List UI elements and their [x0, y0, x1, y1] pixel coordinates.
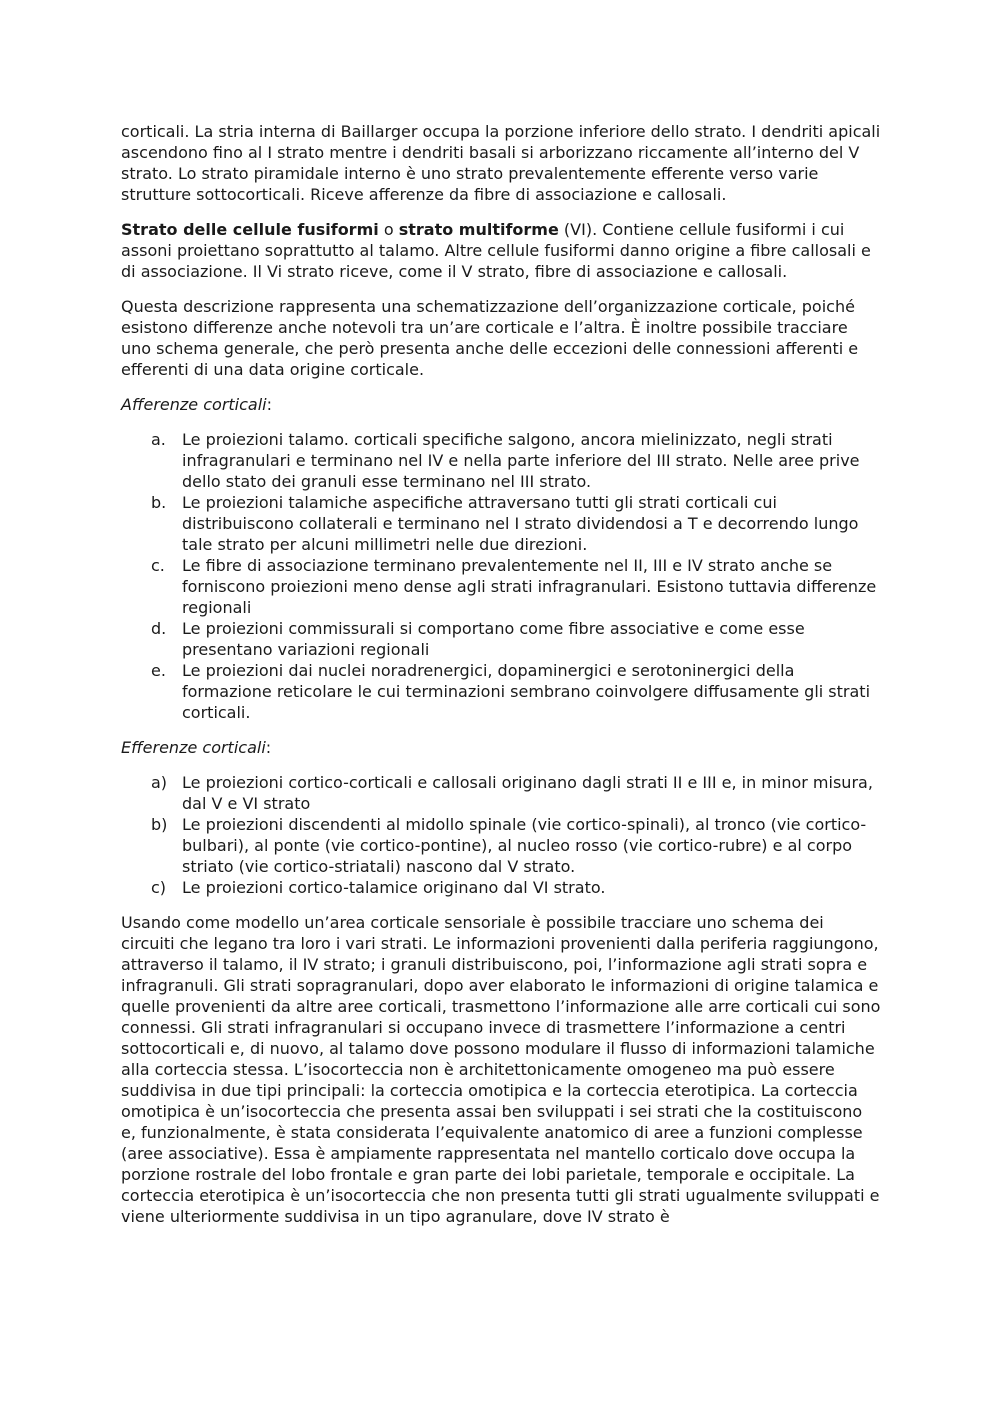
heading-afferenze: [121, 394, 881, 415]
document-page: [121, 121, 881, 1241]
heading-efferenze-label: Efferenze corticali: [121, 738, 266, 757]
paragraph-schematization: Questa descrizione rappresenta una schematizzazione dell’organizzazione corticale, poiché esistono differenze anche notevoli tra un’are corticale e l’altra. È inoltre possibile tracciare uno schema generale, che però presenta anche delle eccezioni delle connessioni afferenti e efferenti di una data origine corticale.: [121, 297, 859, 379]
heading-efferenze: [121, 737, 881, 758]
list-marker: a.: [151, 430, 166, 449]
list-marker: d.: [151, 619, 167, 638]
list-item: [121, 618, 881, 660]
list-marker: e.: [151, 661, 166, 680]
list-item-text: Le proiezioni talamiche aspecifiche attraversano tutti gli strati corticali cui distribuiscono collaterali e terminano nel I strato dividendosi a T e decorrendo lungo tale strato per alcuni millimetri nelle due direzioni.: [182, 493, 859, 554]
paragraph-circuit-model: Usando come modello un’area corticale sensoriale è possibile tracciare uno schema dei circuiti che legano tra loro i vari strati. Le informazioni provenienti dalla periferia raggiungono, attraverso il talamo, il IV strato; i granuli distribuiscono, poi, l’informazione agli strati sopra e infragranuli. Gli strati sopragranulari, dopo aver elaborato le informazioni di origine talamica e quelle provenienti da altre aree corticali, trasmettono l’informazione alle arre corticali cui sono connessi. Gli strati infragranulari si occupano invece di trasmettere l’informazione a centri sottocorticali e, di nuovo, al talamo dove possono modulare il flusso di informazioni talamiche alla corteccia stessa. L’isocorteccia non è architettonicamente omogeneo ma può essere suddivisa in due tipi principali: la corteccia omotipica e la corteccia eterotipica. La corteccia omotipica è un’isocorteccia che presenta assai ben sviluppati i sei strati che la costituiscono e, funzionalmente, è stata considerata l’equivalente anatomico di aree a funzioni complesse (aree associative). Essa è ampiamente rappresentata nel mantello corticalo dove occupa la porzione rostrale del lobo frontale e gran parte dei lobi parietale, temporale e occipitale. La corteccia eterotipica è un’isocorteccia che non presenta tutti gli strati ugualmente sviluppati e viene ulteriormente suddivisa in un tipo agranulare, dove IV strato è: [121, 913, 881, 1226]
list-marker: a): [151, 773, 168, 792]
list-marker: b.: [151, 493, 167, 512]
list-marker: c): [151, 878, 167, 897]
list-item: [121, 877, 881, 898]
list-item-text: Le fibre di associazione terminano prevalentemente nel II, III e IV strato anche se forniscono proiezioni meno dense agli strati infragranulari. Esistono tuttavia differenze regionali: [182, 556, 877, 617]
text-connector: o: [378, 220, 399, 239]
list-item: [121, 492, 881, 555]
heading-afferenze-colon: :: [266, 395, 272, 414]
list-afferenze: [121, 429, 881, 723]
paragraph-layer-vi: [121, 219, 881, 282]
list-item: [121, 555, 881, 618]
list-item-text: Le proiezioni cortico-corticali e callosali originano dagli strati II e III e, in minor misura, dal V e VI strato: [182, 773, 873, 813]
list-item-text: Le proiezioni talamo. corticali specifiche salgono, ancora mielinizzato, negli strati infragranulari e terminano nel IV e nella parte inferiore del III strato. Nelle aree prive dello stato dei granuli esse terminano nel III strato.: [182, 430, 860, 491]
paragraph-layer-v-end: corticali. La stria interna di Baillarger occupa la porzione inferiore dello strato. I dendriti apicali ascendono fino al I strato mentre i dendriti basali si arborizzano riccamente all’interno del V strato. Lo strato piramidale interno è uno strato prevalentemente efferente verso varie strutture sottocorticali. Riceve afferenze da fibre di associazione e callosali.: [121, 122, 881, 204]
list-marker: b): [151, 815, 168, 834]
list-item-text: Le proiezioni discendenti al midollo spinale (vie cortico-spinali), al tronco (vie cortico-bulbari), al ponte (vie cortico-pontine), al nucleo rosso (vie cortico-rubre) e al corpo striato (vie cortico-striatali) nascono dal V strato.: [182, 815, 867, 876]
list-item: [121, 814, 881, 877]
list-item: [121, 429, 881, 492]
heading-afferenze-label: Afferenze corticali: [121, 395, 267, 414]
bold-term-multiform: strato multiforme: [398, 220, 559, 239]
list-marker: c.: [151, 556, 165, 575]
paragraph-layer-vi-text: (VI). Contiene cellule fusiformi i cui assoni proiettano soprattutto al talamo. Altre cellule fusiformi danno origine a fibre callosali e di associazione. Il Vi strato riceve, come il V strato, fibre di associazione e callosali.: [121, 220, 871, 281]
list-item-text: Le proiezioni commissurali si comportano come fibre associative e come esse presentano variazioni regionali: [182, 619, 805, 659]
bold-term-fusiform: Strato delle cellule fusiformi: [121, 220, 379, 239]
heading-efferenze-colon: :: [265, 738, 272, 757]
list-item: [121, 772, 881, 814]
list-item: [121, 660, 881, 723]
list-efferenze: [121, 772, 881, 898]
list-item-text: Le proiezioni dai nuclei noradrenergici, dopaminergici e serotoninergici della formazione reticolare le cui terminazioni sembrano coinvolgere diffusamente gli strati corticali.: [182, 661, 871, 722]
list-item-text: Le proiezioni cortico-talamice originano dal VI strato.: [182, 878, 606, 897]
